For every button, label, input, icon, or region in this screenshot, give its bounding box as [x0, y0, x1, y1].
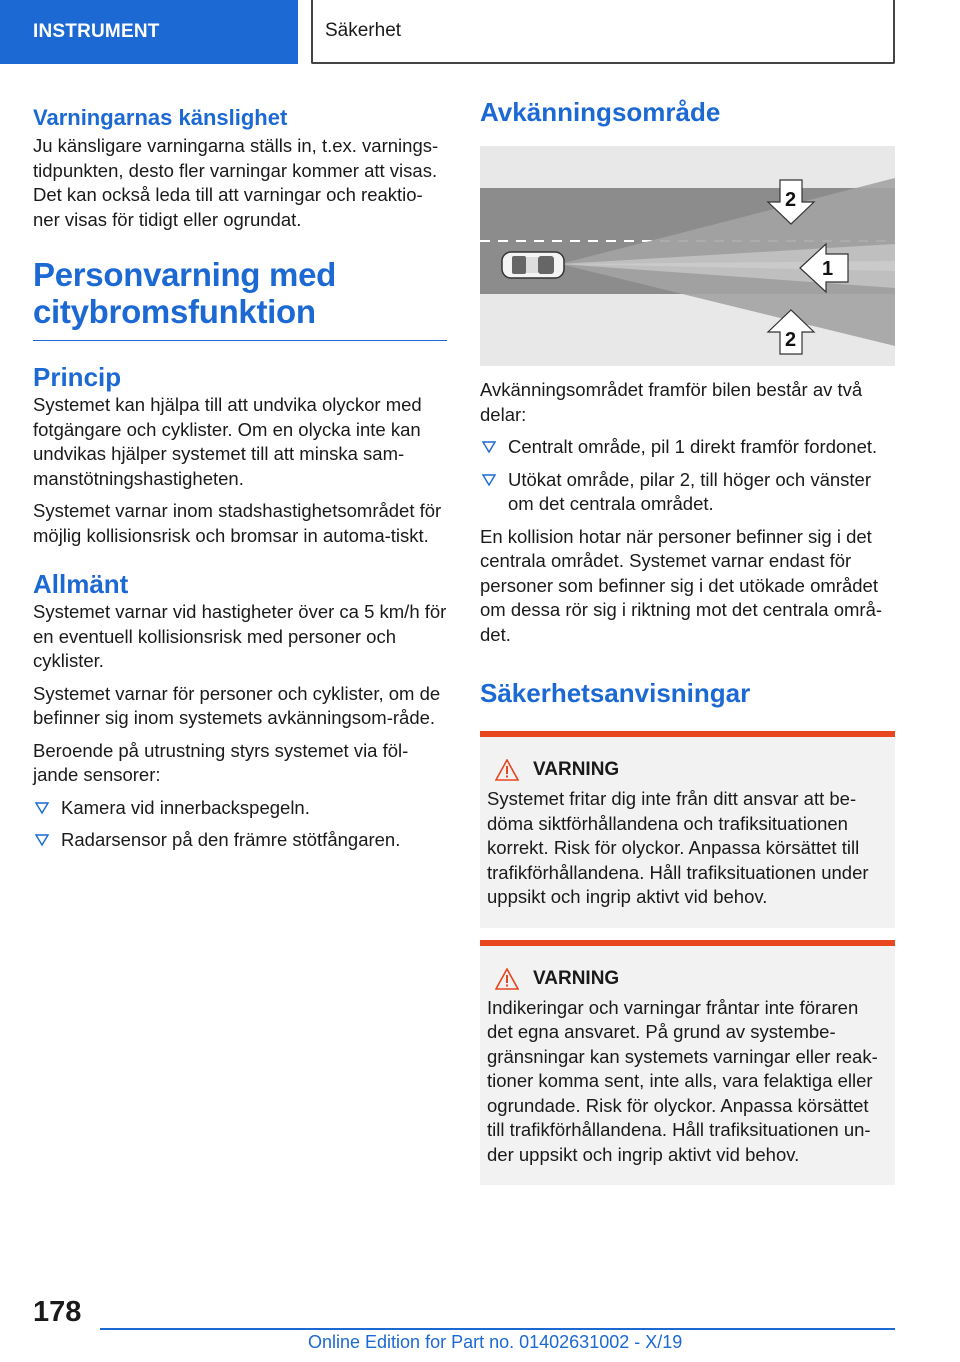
detection-intro: Avkänningsområdet framför bilen består av två delar:: [480, 379, 863, 425]
right-column: [480, 96, 895, 1197]
warning-text: Systemet fritar dig inte från ditt ansvar att be-döma siktförhållandena och trafiksituationen korrekt. Risk för olyckor. Anpassa körsättet till trafikförhållandena. Håll trafiksituationen under uppsikt och ingrip aktivt vid behov.: [487, 788, 869, 907]
triangle-bullet-icon: [482, 440, 496, 454]
area-item-text: Centralt område, pil 1 direkt framför fordonet.: [508, 436, 878, 457]
list-item: [480, 435, 895, 460]
warning-triangle-icon: [495, 759, 519, 781]
arrow-2-bottom-label: 2: [785, 329, 797, 351]
arrow-1-label: 1: [822, 258, 834, 280]
general-paragraph-3: Beroende på utrustning styrs systemet via föl-jande sensorer:: [33, 739, 409, 785]
warning-box: [480, 946, 895, 1186]
chapter-label: INSTRUMENT: [33, 21, 160, 42]
left-column: [33, 96, 447, 861]
triangle-bullet-icon: [35, 833, 49, 847]
principle-paragraph-2: Systemet varnar inom stadshastighetsområdet för möjlig kollisionsrisk och bromsar in automa-tiskt.: [33, 500, 442, 546]
safety-heading: Säkerhetsanvisningar: [480, 678, 751, 708]
sensitivity-paragraph: Ju känsligare varningarna ställs in, t.ex. varnings-tidpunkten, desto fler varningar kommer att visas. Det kan också leda till att varningar och reaktio-ner visas för tidigt eller ogrundat.: [33, 135, 439, 230]
footer-edition: Online Edition for Part no. 01402631002 - X/19: [308, 1332, 683, 1352]
warning-label: VARNING: [533, 759, 620, 780]
warning-title: [487, 968, 887, 990]
detection-paragraph: En kollision hotar när personer befinner sig i det centrala området. Systemet varnar endast för personer som befinner sig i det utökade området om dessa rör sig i riktning mot det centrala områ-det.: [480, 525, 883, 645]
list-item: [480, 468, 895, 517]
list-item: [33, 828, 447, 853]
detection-heading: Avkänningsområde: [480, 97, 721, 127]
warning-triangle-icon: [495, 968, 519, 990]
triangle-bullet-icon: [35, 801, 49, 815]
sensor-item-text: Kamera vid innerbackspegeln.: [61, 796, 310, 818]
page-number: 178: [33, 1296, 82, 1328]
warning-title: [487, 759, 887, 781]
warning-label: VARNING: [533, 967, 620, 989]
sensitivity-heading: Varningarnas känslighet: [33, 105, 288, 130]
warning-text: Indikeringar och varningar fråntar inte föraren det egna ansvaret. På grund av systembe-gränsningar kan systemets varningar eller reak-tioner komma sent, inte alls, vara felaktiga eller ogrundade. Risk för olyckor. Anpassa körsättet till trafikförhållandena. Håll trafiksituationen un-der uppsikt och ingrip aktivt vid behov.: [487, 996, 878, 1165]
arrow-2-top-label: 2: [785, 189, 797, 211]
car-icon: [502, 252, 564, 278]
sensor-list: [33, 796, 447, 853]
section-label: Säkerhet: [325, 20, 402, 41]
page-title: Personvarning med citybromsfunktion: [33, 256, 447, 341]
triangle-bullet-icon: [482, 473, 496, 487]
warning-box: [480, 737, 895, 928]
footer-divider: [100, 1328, 895, 1330]
area-list: [480, 435, 895, 517]
general-paragraph-2: Systemet varnar för personer och cyklister, om de befinner sig inom systemets avkänningsom-råde.: [33, 682, 441, 728]
detection-diagram-svg: [480, 146, 895, 366]
general-paragraph-1: Systemet varnar vid hastigheter över ca 5 km/h för en eventuell kollisionsrisk med personer och cyklister.: [33, 601, 447, 671]
list-item: [33, 796, 447, 821]
sensor-item-text: Radarsensor på den främre stötfångaren.: [61, 829, 401, 850]
general-heading: Allmänt: [33, 569, 129, 599]
chapter-tab: [0, 0, 298, 64]
area-item-text: Utökat område, pilar 2, till höger och vänster om det centrala området.: [508, 468, 871, 514]
detection-area-diagram: [480, 146, 895, 366]
section-header: [311, 0, 895, 64]
principle-paragraph-1: Systemet kan hjälpa till att undvika olyckor med fotgängare och cyklister. Om en olycka inte kan undvikas hjälper systemet till att minska sam-manstötningshastigheten.: [33, 394, 422, 489]
principle-heading: Princip: [33, 362, 122, 392]
